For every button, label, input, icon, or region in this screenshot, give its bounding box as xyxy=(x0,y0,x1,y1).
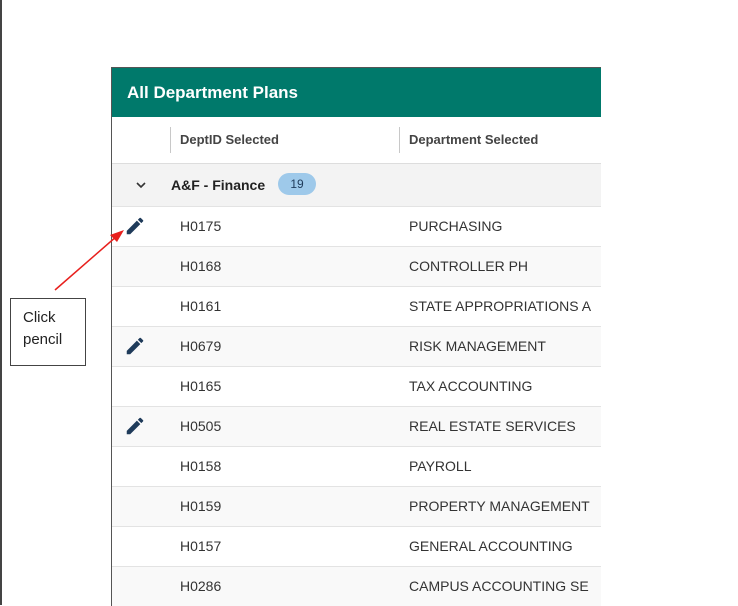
deptid-cell: H0175 xyxy=(180,218,222,234)
department-cell: RISK MANAGEMENT xyxy=(409,338,546,354)
group-label: A&F - Finance xyxy=(171,177,266,193)
deptid-cell: H0679 xyxy=(180,338,222,354)
column-header-department[interactable]: Department Selected xyxy=(409,132,539,147)
department-cell: GENERAL ACCOUNTING xyxy=(409,538,573,554)
deptid-cell: H0161 xyxy=(180,298,222,314)
callout-line-2: pencil xyxy=(23,331,63,348)
group-count-badge: 19 xyxy=(278,173,316,195)
department-cell: REAL ESTATE SERVICES xyxy=(409,418,576,434)
deptid-cell: H0165 xyxy=(180,378,222,394)
department-cell: PROPERTY MANAGEMENT xyxy=(409,498,590,514)
callout-line-1: Click xyxy=(23,309,56,326)
department-cell: STATE APPROPRIATIONS A xyxy=(409,298,592,314)
department-cell: PURCHASING xyxy=(409,218,503,234)
department-cell: CAMPUS ACCOUNTING SE xyxy=(409,578,589,594)
deptid-cell: H0505 xyxy=(180,418,222,434)
department-cell: CONTROLLER PH xyxy=(409,258,529,274)
column-header-deptid[interactable]: DeptID Selected xyxy=(180,132,279,147)
department-cell: PAYROLL xyxy=(409,458,472,474)
deptid-cell: H0157 xyxy=(180,538,222,554)
deptid-cell: H0159 xyxy=(180,498,222,514)
deptid-cell: H0286 xyxy=(180,578,222,594)
panel-title: All Department Plans xyxy=(112,68,601,117)
deptid-cell: H0168 xyxy=(180,258,222,274)
deptid-cell: H0158 xyxy=(180,458,222,474)
department-cell: TAX ACCOUNTING xyxy=(409,378,533,394)
